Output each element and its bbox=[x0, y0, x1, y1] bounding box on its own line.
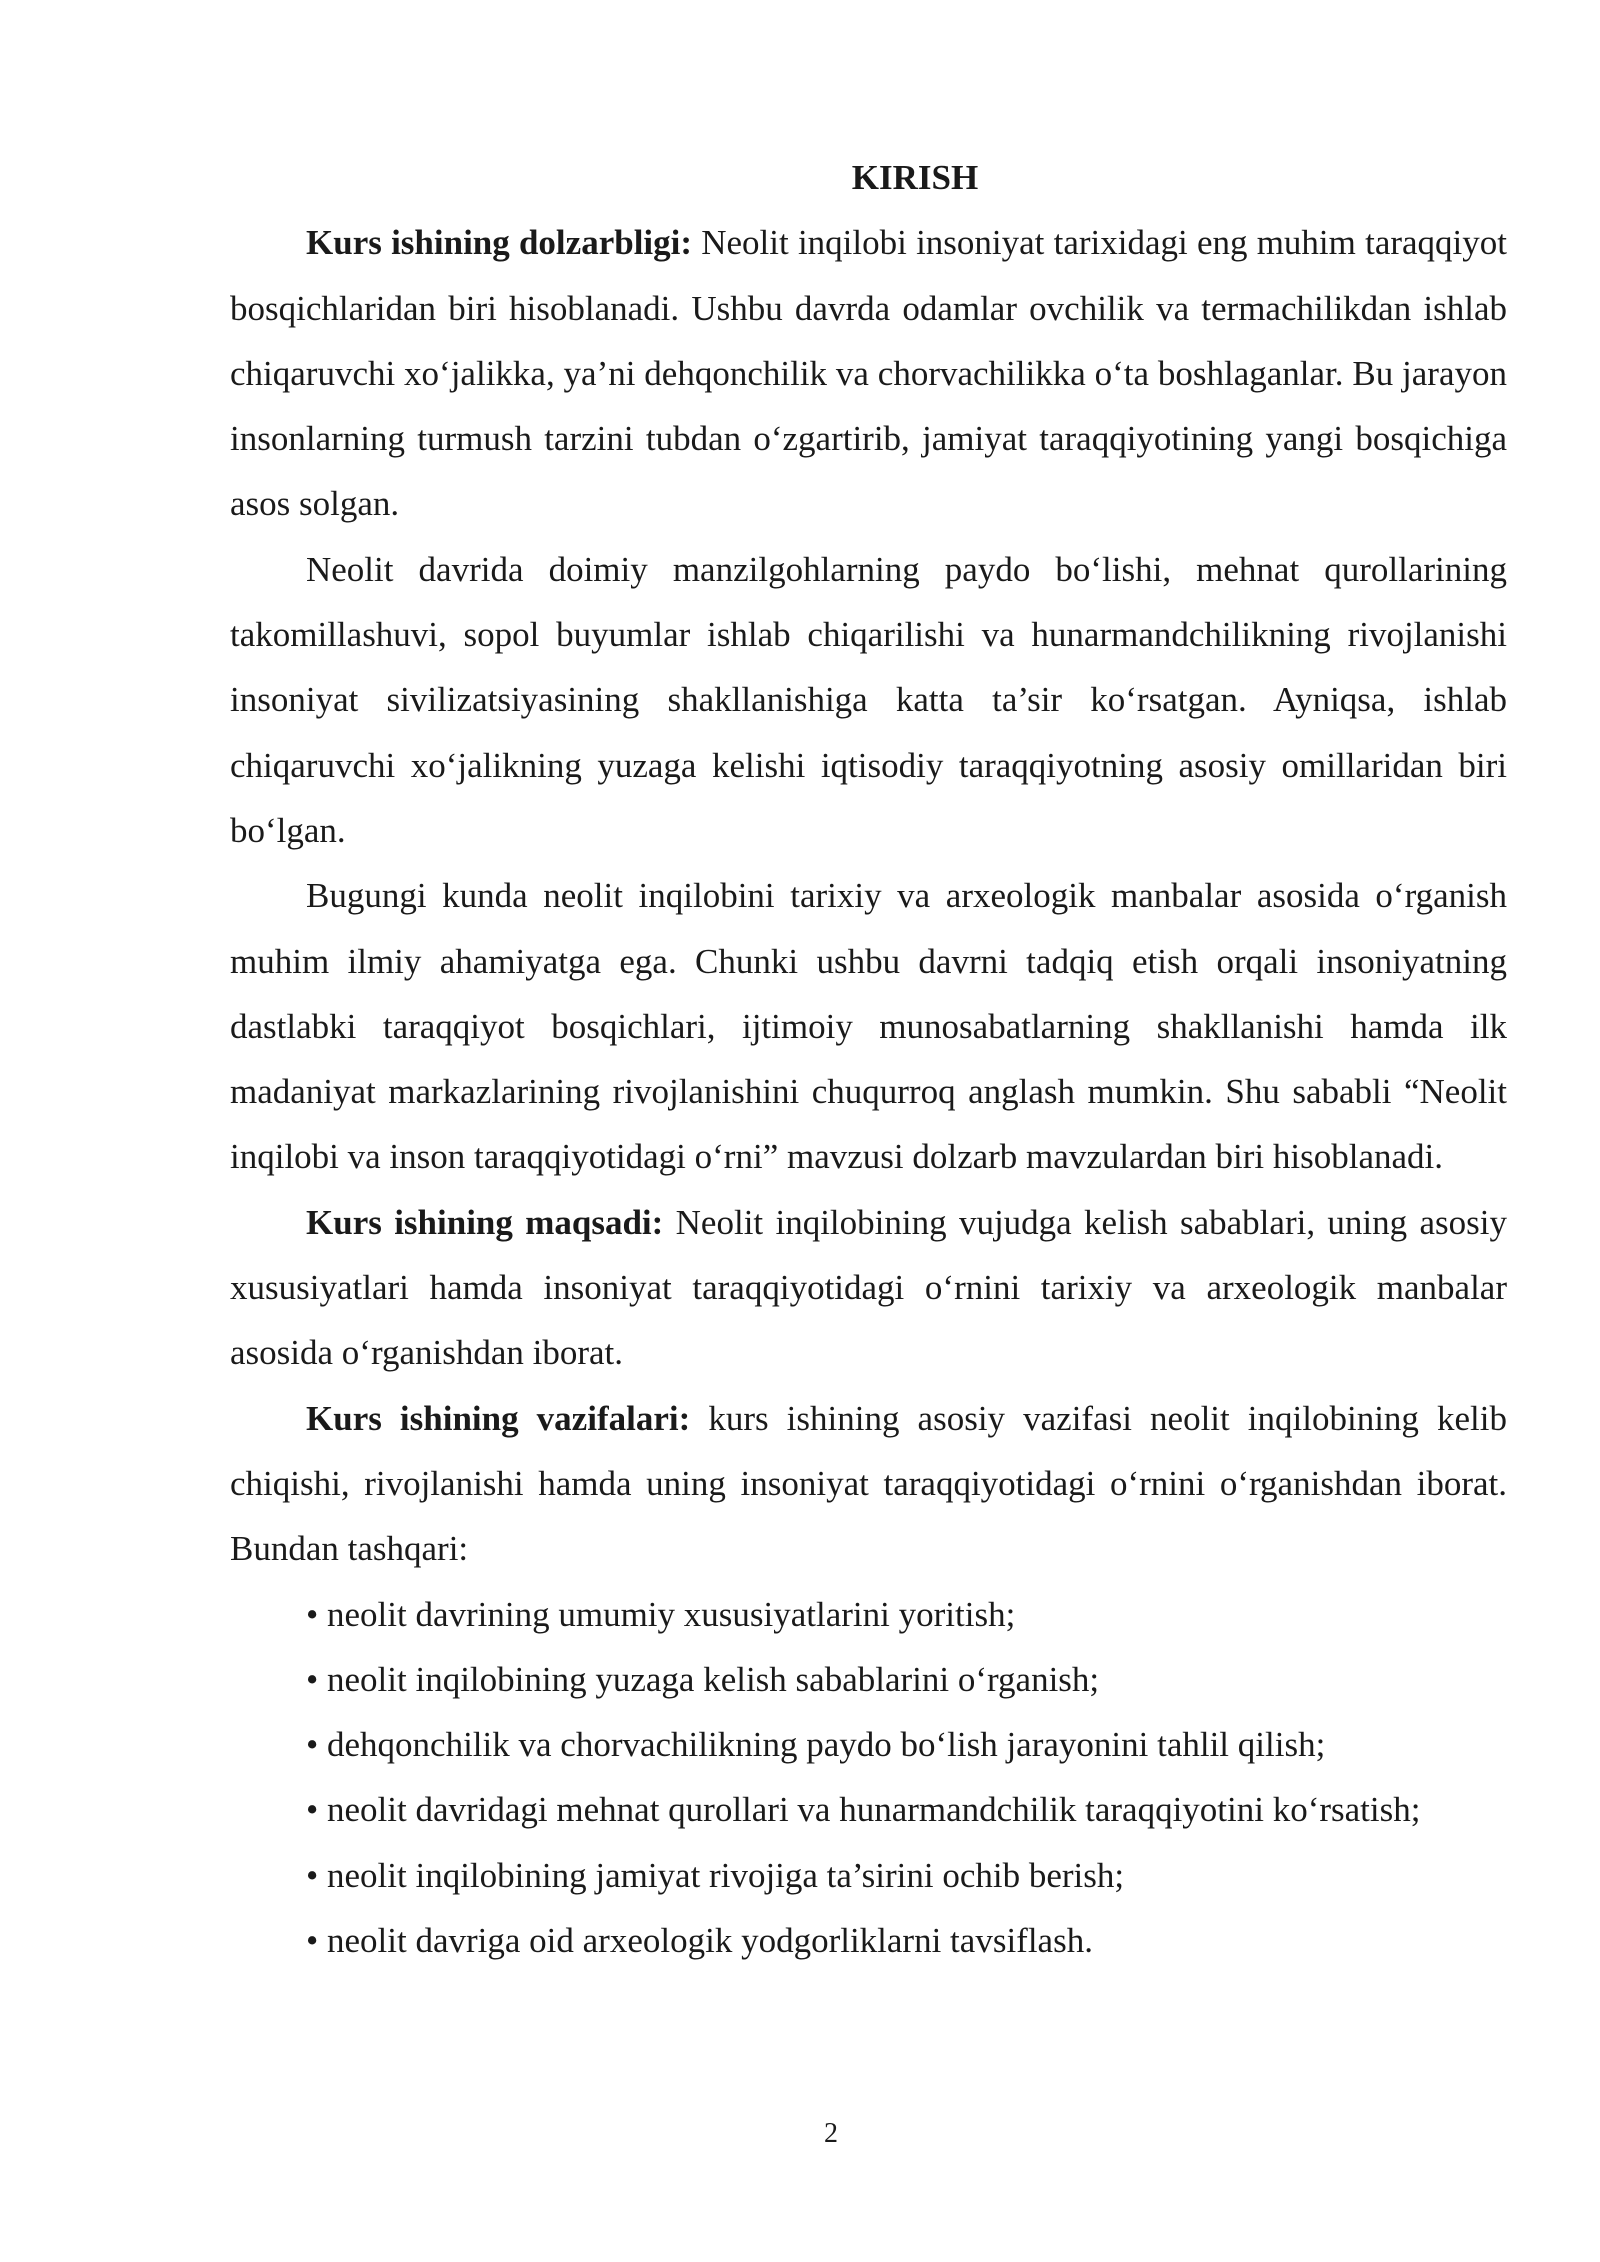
paragraph-label: Kurs ishining dolzarbligi: bbox=[306, 223, 693, 263]
paragraph-text: Neolit inqilobi insoniyat tarixidagi eng muhim taraqqiyot bosqichlaridan biri hisoblanadi. Ushbu davrda odamlar ovchilik va termachilikdan ishlab chiqaruvchi xo‘jalikka, ya’ni dehqonchilik va chorvachilikka o‘ta boshlaganlar. Bu jarayon insonlarning turmush tarzini tubdan o‘zgartirib, jamiyat taraqqiyotining yangi bosqichiga asos solgan. bbox=[230, 223, 1507, 524]
paragraph-goal bbox=[230, 1190, 1507, 1386]
list-item-text: neolit davriga oid arxeologik yodgorliklarni tavsiflash. bbox=[327, 1921, 1093, 1961]
list-item bbox=[230, 1908, 1507, 1973]
page-number: 2 bbox=[824, 2118, 838, 2149]
paragraph-text: Bugungi kunda neolit inqilobini tarixiy va arxeologik manbalar asosida o‘rganish muhim ilmiy ahamiyatga ega. Chunki ushbu davrni tadqiq etish orqali insoniyatning dastlabki taraqqiyot bosqichlari, ijtimoiy munosabatlarning shakllanishi hamda ilk madaniyat markazlarining rivojlanishini chuqurroq anglash mumkin. Shu sababli “Neolit inqilobi va inson taraqqiyotidagi o‘rni” mavzusi dolzarb mavzulardan biri hisoblanadi. bbox=[230, 876, 1507, 1177]
paragraph-tasks bbox=[230, 1386, 1507, 1582]
section-title: KIRISH bbox=[851, 158, 979, 197]
list-item-text: neolit inqilobining jamiyat rivojiga ta’sirini ochib berish; bbox=[327, 1855, 1125, 1895]
list-item bbox=[230, 1843, 1507, 1908]
paragraph-text: Neolit inqilobining vujudga kelish sabablari, uning asosiy xususiyatlari hamda insoniyat taraqqiyotidagi o‘rnini tarixiy va arxeologik manbalar asosida o‘rganishdan iborat. bbox=[230, 1202, 1507, 1373]
paragraph-relevance bbox=[230, 210, 1507, 536]
page-content bbox=[230, 145, 1507, 1973]
list-item bbox=[230, 1777, 1507, 1842]
bullet-icon: • bbox=[306, 1659, 319, 1699]
list-item bbox=[230, 1712, 1507, 1777]
bullet-icon: • bbox=[306, 1921, 319, 1961]
paragraph-importance bbox=[230, 863, 1507, 1189]
list-item bbox=[230, 1582, 1507, 1647]
bullet-icon: • bbox=[306, 1594, 319, 1634]
bullet-icon: • bbox=[306, 1725, 319, 1765]
paragraph-text: Neolit davrida doimiy manzilgohlarning paydo bo‘lishi, mehnat qurollarining takomillashuvi, sopol buyumlar ishlab chiqarilishi va hunarmandchilikning rivojlanishi insoniyat sivilizatsiyasining shakllanishiga katta ta’sir ko‘rsatgan. Ayniqsa, ishlab chiqaruvchi xo‘jalikning yuzaga kelishi iqtisodiy taraqqiyotning asosiy omillaridan biri bo‘lgan. bbox=[230, 549, 1507, 850]
list-item-text: neolit davridagi mehnat qurollari va hunarmandchilik taraqqiyotini ko‘rsatish; bbox=[327, 1790, 1421, 1830]
bullet-icon: • bbox=[306, 1790, 319, 1830]
paragraph-neolithic-settlements bbox=[230, 537, 1507, 863]
paragraph-label: Kurs ishining maqsadi: bbox=[306, 1202, 664, 1242]
bullet-icon: • bbox=[306, 1855, 319, 1895]
list-item bbox=[230, 1647, 1507, 1712]
paragraph-text: kurs ishining asosiy vazifasi neolit inqilobining kelib chiqishi, rivojlanishi hamda uning insoniyat taraqqiyotidagi o‘rnini o‘rganishdan iborat. Bundan tashqari: bbox=[230, 1398, 1507, 1569]
list-item-text: neolit inqilobining yuzaga kelish sabablarini o‘rganish; bbox=[327, 1659, 1100, 1699]
paragraph-label: Kurs ishining vazifalari: bbox=[306, 1398, 691, 1438]
list-item-text: neolit davrining umumiy xususiyatlarini yoritish; bbox=[327, 1594, 1016, 1634]
list-item-text: dehqonchilik va chorvachilikning paydo bo‘lish jarayonini tahlil qilish; bbox=[327, 1725, 1326, 1765]
